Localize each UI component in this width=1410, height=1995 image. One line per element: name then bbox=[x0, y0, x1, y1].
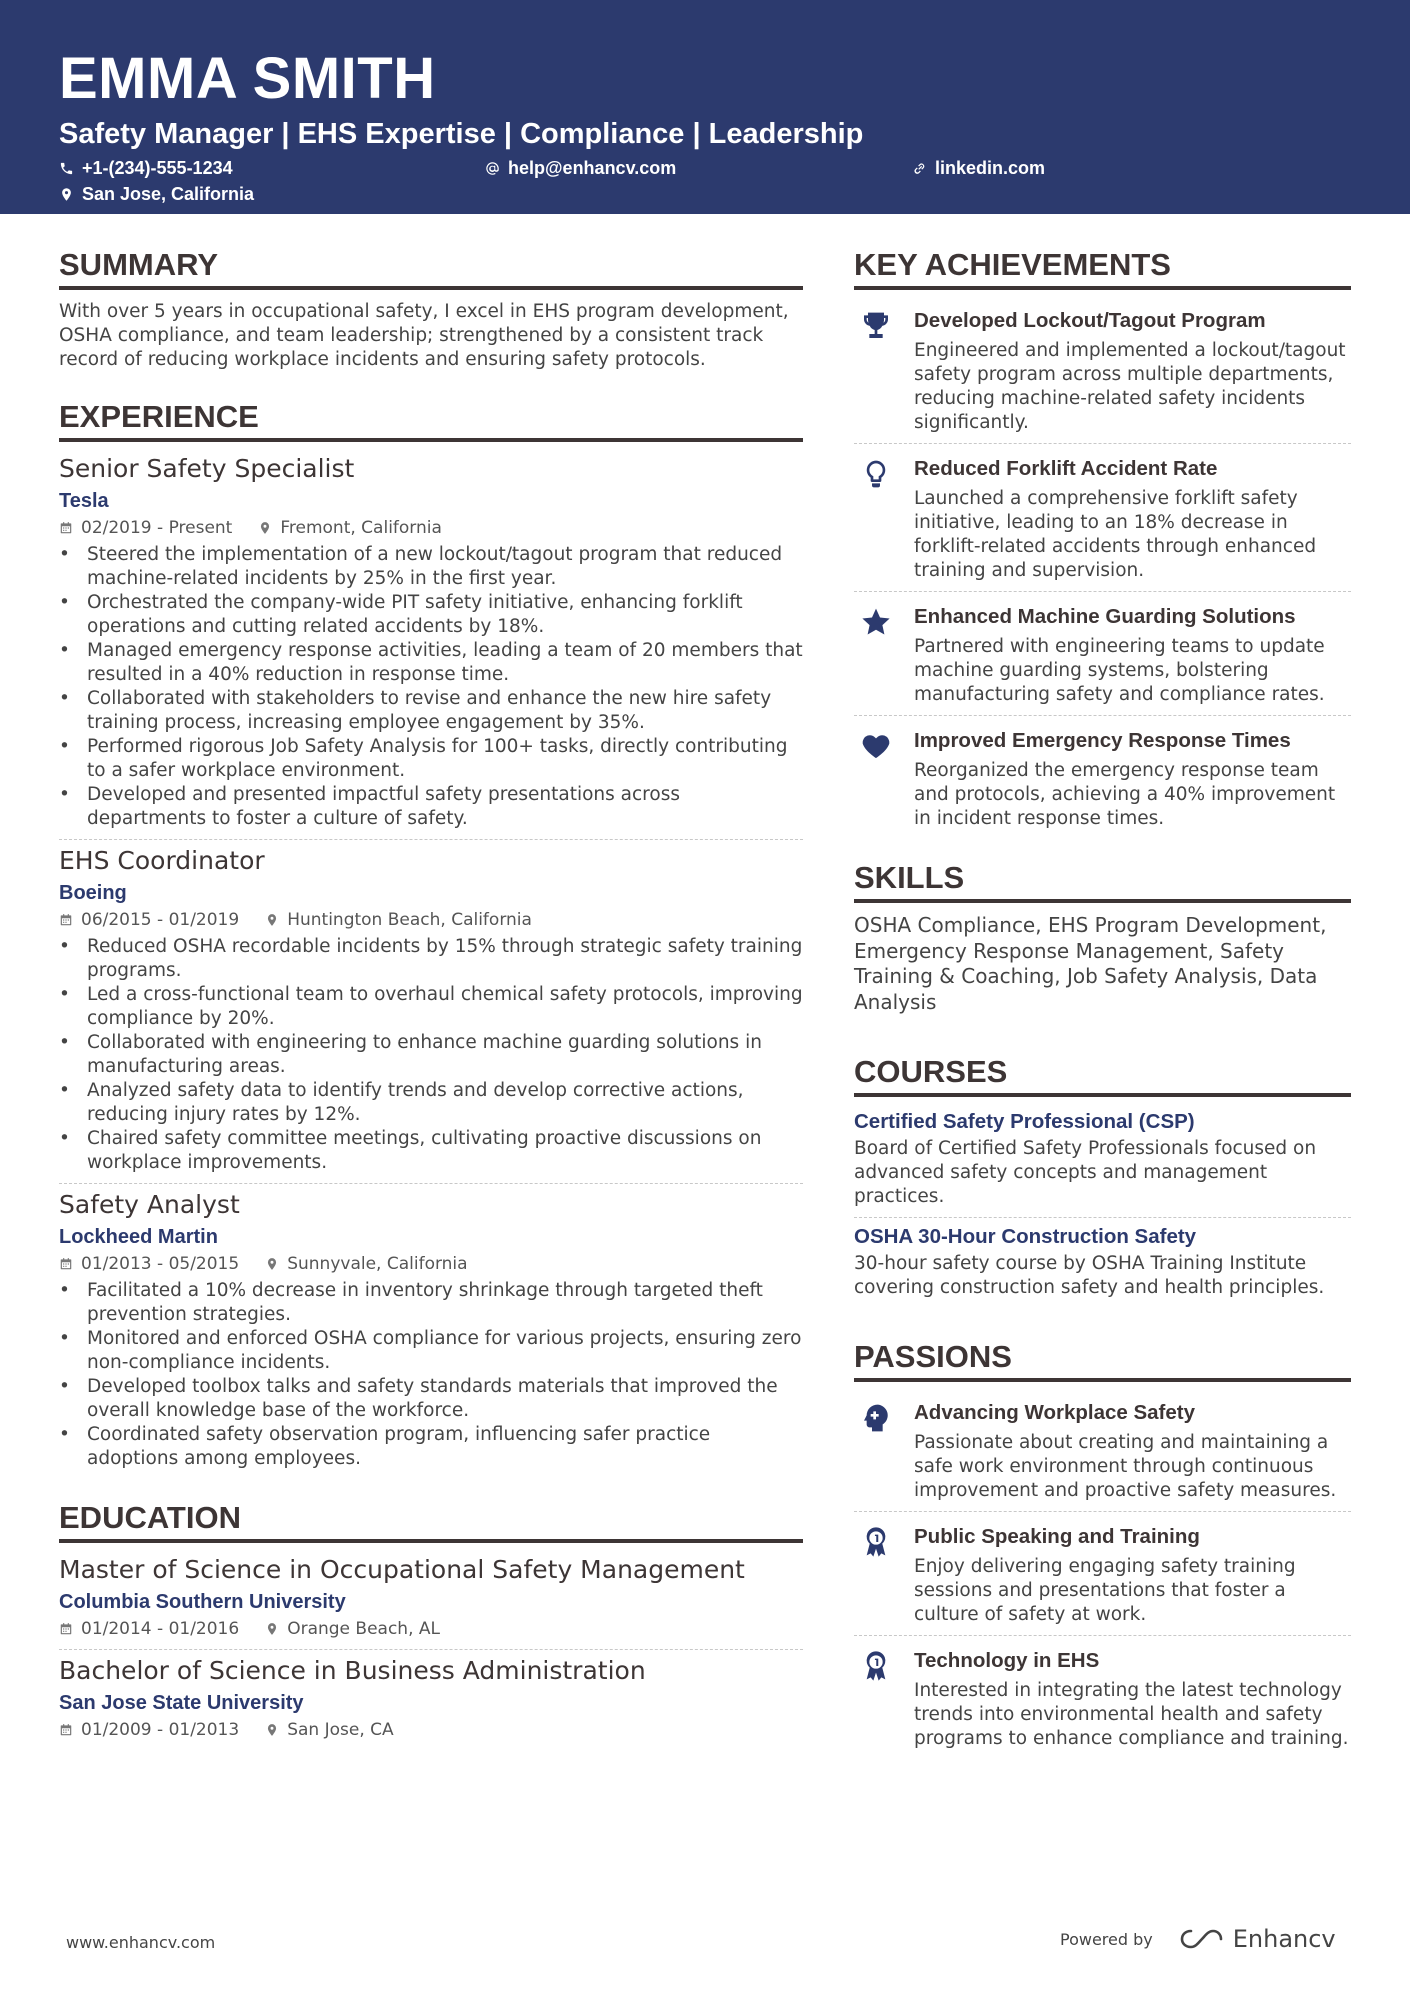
passion-item bbox=[854, 1392, 1351, 1503]
education-meta bbox=[59, 1718, 803, 1742]
passion-title: Public Speaking and Training bbox=[914, 1525, 1200, 1548]
job-bullets bbox=[59, 935, 803, 1175]
job-location-text: Fremont, California bbox=[280, 518, 442, 538]
job-meta bbox=[59, 908, 803, 932]
resume-header bbox=[0, 0, 1410, 214]
achievement-desc: Engineered and implemented a lockout/tagout safety program across multiple departments, reducing machine-related safety incidents significantly. bbox=[914, 340, 1346, 433]
job-meta bbox=[59, 516, 803, 540]
passions-heading: PASSIONS bbox=[854, 1336, 1351, 1382]
divider bbox=[854, 1217, 1351, 1218]
education-entry bbox=[59, 1553, 803, 1641]
lightbulb-icon bbox=[860, 458, 892, 490]
experience-section bbox=[59, 396, 803, 1471]
trophy-icon bbox=[860, 310, 892, 342]
job-dates bbox=[59, 1252, 239, 1276]
passion-item bbox=[854, 1516, 1351, 1627]
job-dates bbox=[59, 908, 239, 932]
divider bbox=[59, 839, 803, 840]
bullet-item: • Monitored and enforced OSHA compliance for various projects, ensuring zero non-compliance incidents. bbox=[59, 1327, 803, 1375]
job-location bbox=[265, 908, 532, 932]
school-name: Columbia Southern University bbox=[59, 1591, 346, 1613]
course-item bbox=[854, 1222, 1351, 1300]
bullet-item: • Performed rigorous Job Safety Analysis for 100+ tasks, directly contributing to a safer workplace environment. bbox=[59, 735, 803, 783]
location-pin-icon bbox=[258, 521, 272, 535]
company-name: Lockheed Martin bbox=[59, 1226, 218, 1248]
phone-text: +1-(234)-555-1234 bbox=[82, 158, 233, 178]
passions-section bbox=[854, 1336, 1351, 1751]
achievement-item bbox=[854, 596, 1351, 707]
candidate-title: Safety Manager | EHS Expertise | Compliance | Leadership bbox=[59, 118, 864, 150]
achievement-item bbox=[854, 448, 1351, 583]
job-location-text: Sunnyvale, California bbox=[287, 1254, 468, 1274]
divider bbox=[854, 443, 1351, 444]
education-dates-text: 01/2014 - 01/2016 bbox=[81, 1619, 240, 1639]
bullet-item: • Collaborated with engineering to enhance machine guarding solutions in manufacturing areas. bbox=[59, 1031, 803, 1079]
education-section bbox=[59, 1497, 803, 1742]
achievement-title: Improved Emergency Response Times bbox=[914, 729, 1291, 752]
calendar-icon bbox=[59, 1622, 73, 1636]
location-pin-icon bbox=[59, 187, 74, 202]
job-title: Safety Analyst bbox=[59, 1190, 240, 1219]
summary-heading: SUMMARY bbox=[59, 244, 803, 290]
award-ribbon-icon bbox=[860, 1650, 892, 1682]
passion-desc: Passionate about creating and maintaining a safe work environment through continuous improvement and proactive safety measures. bbox=[914, 1432, 1337, 1501]
calendar-icon bbox=[59, 521, 73, 535]
bullet-item: • Facilitated a 10% decrease in inventory shrinkage through targeted theft prevention strategies. bbox=[59, 1279, 803, 1327]
phone-icon bbox=[59, 161, 74, 176]
education-location-text: Orange Beach, AL bbox=[287, 1619, 440, 1639]
skills-section bbox=[854, 857, 1351, 1015]
achievement-desc: Launched a comprehensive forklift safety initiative, leading to an 18% decrease in forklift-related accidents through enhanced training and supervision. bbox=[914, 488, 1317, 581]
left-column bbox=[59, 244, 803, 1745]
education-meta bbox=[59, 1617, 803, 1641]
course-desc: Board of Certified Safety Professionals focused on advanced safety concepts and management practices. bbox=[854, 1138, 1317, 1207]
location-pin-icon bbox=[265, 1723, 279, 1737]
bullet-item: • Orchestrated the company-wide PIT safety initiative, enhancing forklift operations and cutting related accidents by 18%. bbox=[59, 591, 803, 639]
achievement-desc: Reorganized the emergency response team and protocols, achieving a 40% improvement in incident response times. bbox=[914, 760, 1336, 829]
bullet-item: • Developed toolbox talks and safety standards materials that improved the overall knowledge base of the workforce. bbox=[59, 1375, 803, 1423]
job-dates-text: 01/2013 - 05/2015 bbox=[81, 1254, 240, 1274]
divider bbox=[59, 1183, 803, 1184]
location-pin-icon bbox=[265, 913, 279, 927]
achievement-item bbox=[854, 300, 1351, 435]
divider bbox=[854, 1511, 1351, 1512]
link-icon bbox=[912, 161, 927, 176]
divider bbox=[854, 591, 1351, 592]
job-title: EHS Coordinator bbox=[59, 846, 265, 875]
contact-email[interactable] bbox=[485, 158, 676, 179]
head-icon bbox=[860, 1402, 892, 1434]
job-dates bbox=[59, 516, 232, 540]
at-icon bbox=[485, 161, 500, 176]
skills-text: OSHA Compliance, EHS Program Development, Emergency Response Management, Safety Training & Coaching, Job Safety Analysis, Data Analysis bbox=[854, 913, 1327, 1014]
degree-title: Bachelor of Science in Business Administration bbox=[59, 1656, 646, 1685]
bullet-item: • Coordinated safety observation program, influencing safer practice adoptions among employees. bbox=[59, 1423, 803, 1471]
passion-desc: Enjoy delivering engaging safety training sessions and presentations that foster a culture of safety at work. bbox=[914, 1556, 1296, 1625]
footer-branding bbox=[1060, 1925, 1336, 1953]
calendar-icon bbox=[59, 1723, 73, 1737]
education-heading: EDUCATION bbox=[59, 1497, 803, 1543]
courses-section bbox=[854, 1051, 1351, 1300]
job-location bbox=[265, 1252, 467, 1276]
linkedin-text: linkedin.com bbox=[935, 158, 1046, 178]
bullet-item: • Collaborated with stakeholders to revise and enhance the new hire safety training process, increasing employee engagement by 35%. bbox=[59, 687, 803, 735]
achievements-heading: KEY ACHIEVEMENTS bbox=[854, 244, 1351, 290]
education-entry bbox=[59, 1654, 803, 1742]
email-text: help@enhancv.com bbox=[508, 158, 677, 178]
job-location-text: Huntington Beach, California bbox=[287, 910, 532, 930]
summary-text: With over 5 years in occupational safety, I excel in EHS program development, OSHA compliance, and team leadership; strengthened by a consistent track record of reducing workplace incidents and ensuring safety protocols. bbox=[59, 301, 789, 370]
bullet-item: • Developed and presented impactful safety presentations across departments to foster a culture of safety. bbox=[59, 783, 803, 831]
brand-name: Enhancv bbox=[1232, 1925, 1336, 1953]
summary-section bbox=[59, 244, 803, 372]
course-item bbox=[854, 1107, 1351, 1209]
job-dates-text: 02/2019 - Present bbox=[81, 518, 233, 538]
bullet-item: • Analyzed safety data to identify trends and develop corrective actions, reducing injury rates by 12%. bbox=[59, 1079, 803, 1127]
calendar-icon bbox=[59, 1257, 73, 1271]
job-entry bbox=[59, 1188, 803, 1471]
award-ribbon-icon bbox=[860, 1526, 892, 1558]
course-title: Certified Safety Professional (CSP) bbox=[854, 1110, 1195, 1133]
passion-title: Technology in EHS bbox=[914, 1649, 1100, 1672]
powered-by-text: Powered by bbox=[1060, 1929, 1153, 1949]
education-location-text: San Jose, CA bbox=[287, 1720, 394, 1740]
job-entry bbox=[59, 452, 803, 831]
achievement-desc: Partnered with engineering teams to update machine guarding systems, bolstering manufacturing safety and compliance rates. bbox=[914, 636, 1325, 705]
job-dates-text: 06/2015 - 01/2019 bbox=[81, 910, 240, 930]
divider bbox=[59, 1649, 803, 1650]
location-pin-icon bbox=[265, 1622, 279, 1636]
location-text: San Jose, California bbox=[82, 184, 255, 204]
education-dates-text: 01/2009 - 01/2013 bbox=[81, 1720, 240, 1740]
education-dates bbox=[59, 1718, 239, 1742]
skills-heading: SKILLS bbox=[854, 857, 1351, 903]
passion-desc: Interested in integrating the latest technology trends into environmental health and safety programs to enhance compliance and training. bbox=[914, 1680, 1349, 1749]
experience-heading: EXPERIENCE bbox=[59, 396, 803, 442]
achievement-item bbox=[854, 720, 1351, 831]
job-title: Senior Safety Specialist bbox=[59, 454, 355, 483]
bullet-item: • Chaired safety committee meetings, cultivating proactive discussions on workplace improvements. bbox=[59, 1127, 803, 1175]
education-dates bbox=[59, 1617, 239, 1641]
company-name: Tesla bbox=[59, 490, 109, 512]
education-location bbox=[265, 1617, 440, 1641]
passion-item bbox=[854, 1640, 1351, 1751]
divider bbox=[854, 1635, 1351, 1636]
bullet-item: • Reduced OSHA recordable incidents by 15% through strategic safety training programs. bbox=[59, 935, 803, 983]
job-meta bbox=[59, 1252, 803, 1276]
passion-title: Advancing Workplace Safety bbox=[914, 1401, 1196, 1424]
calendar-icon bbox=[59, 913, 73, 927]
job-entry bbox=[59, 844, 803, 1175]
enhancv-logo[interactable] bbox=[1179, 1925, 1336, 1953]
right-column bbox=[854, 244, 1351, 1751]
heart-icon bbox=[860, 730, 892, 762]
bullet-item: • Led a cross-functional team to overhaul chemical safety protocols, improving compliance by 20%. bbox=[59, 983, 803, 1031]
course-title: OSHA 30-Hour Construction Safety bbox=[854, 1225, 1197, 1248]
bullet-item: • Managed emergency response activities, leading a team of 20 members that resulted in a 40% reduction in response time. bbox=[59, 639, 803, 687]
degree-title: Master of Science in Occupational Safety Management bbox=[59, 1555, 745, 1584]
job-bullets bbox=[59, 543, 803, 831]
star-icon bbox=[860, 606, 892, 638]
enhancv-logo-icon bbox=[1179, 1927, 1225, 1951]
footer-website[interactable]: www.enhancv.com bbox=[66, 1933, 216, 1952]
job-location bbox=[258, 516, 442, 540]
course-desc: 30-hour safety course by OSHA Training Institute covering construction safety and health principles. bbox=[854, 1253, 1325, 1298]
job-bullets bbox=[59, 1279, 803, 1471]
achievement-title: Reduced Forklift Accident Rate bbox=[914, 457, 1218, 480]
courses-heading: COURSES bbox=[854, 1051, 1351, 1097]
contact-linkedin[interactable] bbox=[912, 158, 1045, 179]
contact-phone bbox=[59, 158, 233, 179]
candidate-name: EMMA SMITH bbox=[59, 46, 436, 111]
achievements-section bbox=[854, 244, 1351, 831]
bullet-item: • Steered the implementation of a new lockout/tagout program that reduced machine-related incidents by 25% in the first year. bbox=[59, 543, 803, 591]
location-pin-icon bbox=[265, 1257, 279, 1271]
school-name: San Jose State University bbox=[59, 1692, 304, 1714]
achievement-title: Enhanced Machine Guarding Solutions bbox=[914, 605, 1296, 628]
divider bbox=[854, 715, 1351, 716]
contact-location bbox=[59, 184, 254, 205]
contact-info bbox=[59, 158, 1351, 214]
company-name: Boeing bbox=[59, 882, 127, 904]
education-location bbox=[265, 1718, 393, 1742]
achievement-title: Developed Lockout/Tagout Program bbox=[914, 309, 1266, 332]
